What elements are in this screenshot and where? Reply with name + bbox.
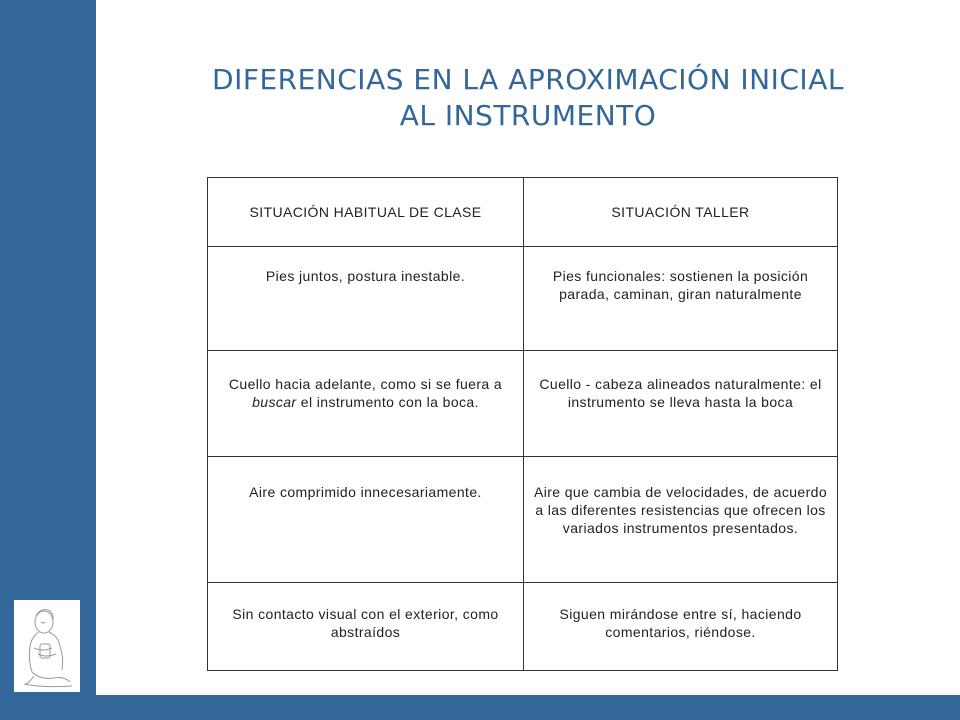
bottom-accent-bar [0, 695, 960, 720]
logo [14, 600, 80, 692]
cell-text: Pies funcionales: sostienen la posición parada, caminan, giran naturalmente [552, 268, 809, 302]
cell-habitual [208, 247, 524, 351]
header-taller: SITUACIÓN TALLER [524, 178, 838, 247]
title-line-1: DIFERENCIAS EN LA APROXIMACIÓN INICIAL [212, 63, 844, 96]
cell-taller [524, 457, 838, 583]
cell-taller [524, 583, 838, 671]
title-line-2: AL INSTRUMENTO [399, 99, 657, 132]
cell-text: Aire comprimido innecesariamente. [249, 484, 482, 500]
header-habitual: SITUACIÓN HABITUAL DE CLASE [208, 178, 524, 247]
slide-title [96, 62, 960, 134]
cell-taller [524, 351, 838, 457]
cell-text: Pies juntos, postura inestable. [265, 268, 466, 284]
cell-habitual [208, 351, 524, 457]
table-row [208, 583, 838, 671]
cell-text: Siguen mirándose entre sí, haciendo comentarios, riéndose. [559, 606, 802, 640]
comparison-table [207, 177, 838, 671]
seated-figure-sketch-icon [14, 600, 80, 692]
cell-text [216, 375, 515, 411]
cell-text: Cuello - cabeza alineados naturalmente: el instrumento se lleva hasta la boca [539, 376, 822, 410]
cell-text-part: el instrumento con la boca. [296, 394, 479, 410]
cell-taller [524, 247, 838, 351]
cell-text-part: Cuello hacia adelante, como si se fuera a [228, 376, 503, 392]
table-row [208, 457, 838, 583]
cell-text: Aire que cambia de velocidades, de acuerdo a las diferentes resistencias que ofrecen los variados instrumentos presentados. [533, 484, 828, 536]
table-row [208, 247, 838, 351]
cell-text-emphasis: buscar [252, 394, 297, 410]
cell-habitual [208, 583, 524, 671]
cell-habitual [208, 457, 524, 583]
cell-text: Sin contacto visual con el exterior, como abstraídos [232, 606, 499, 640]
table-row [208, 351, 838, 457]
table-header-row [208, 178, 838, 247]
